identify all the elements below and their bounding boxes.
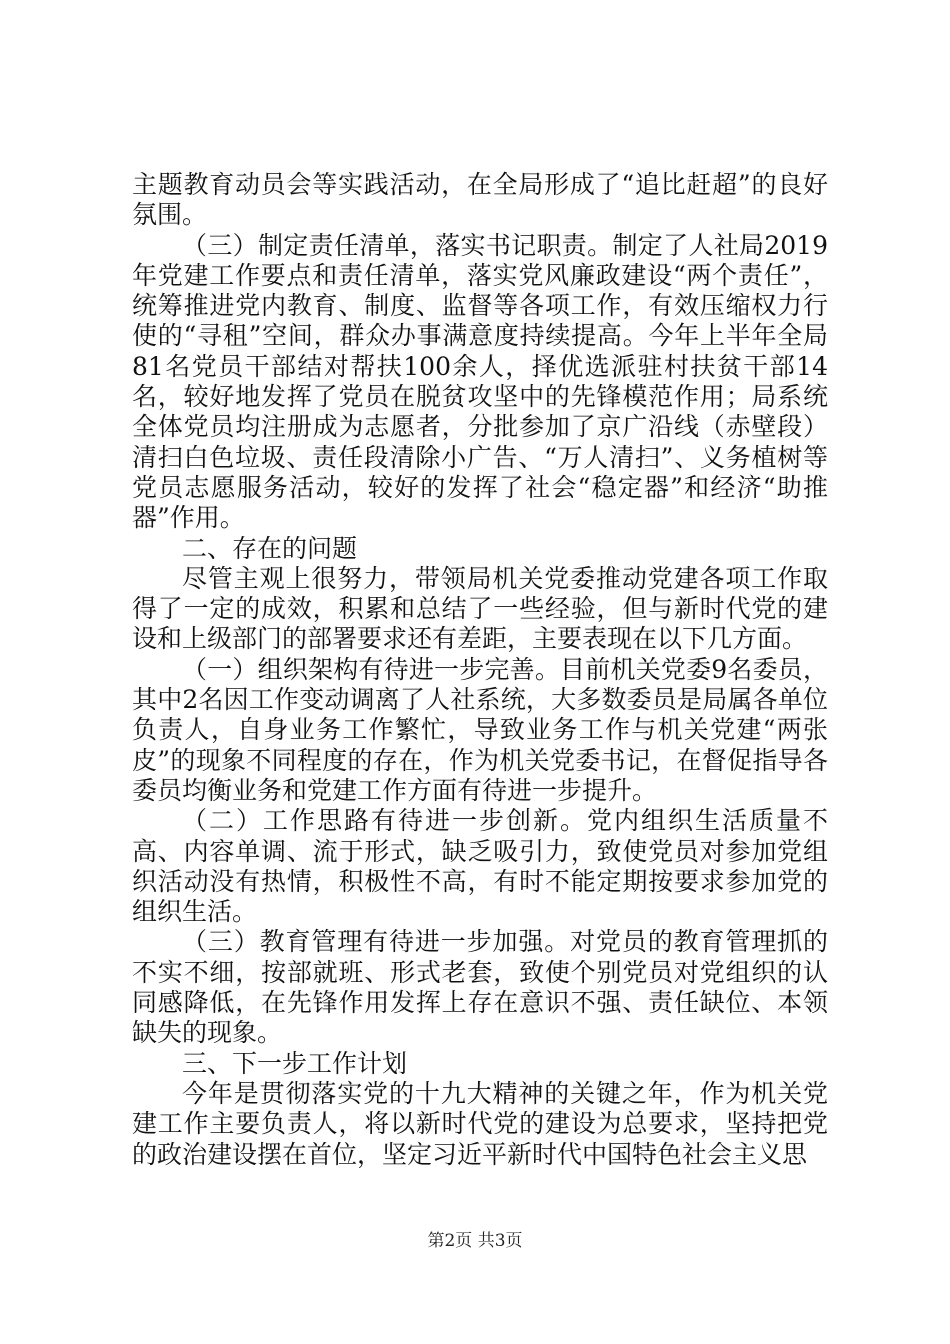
paragraph-problem-3: （三）教育管理有待进一步加强。对党员的教育管理抓的不实不细，按部就班、形式老套，致使个别党员对党组织的认同感降低，在先锋作用发挥上存在意识不强、责任缺位、本领缺失的现象。 — [132, 927, 828, 1048]
paragraph-next-plan: 今年是贯彻落实党的十九大精神的关键之年，作为机关党建工作主要负责人，将以新时代党的建设为总要求，坚持把党的政治建设摆在首位，坚定习近平新时代中国特色社会主义思 — [132, 1078, 828, 1169]
page-footer: 第2页 共3页 — [427, 1231, 523, 1251]
paragraph-problem-2: （二）工作思路有待进一步创新。党内组织生活质量不高、内容单调、流于形式，缺乏吸引力，致使党员对参加党组织活动没有热情，积极性不高，有时不能定期按要求参加党的组织生活。 — [132, 806, 828, 927]
paragraph-problem-1: （一）组织架构有待进一步完善。目前机关党委9名委员，其中2名因工作变动调离了人社系统，大多数委员是局属各单位负责人，自身业务工作繁忙，导致业务工作与机关党建“两张皮”的现象不同程度的存在，作为机关党委书记，在督促指导各委员均衡业务和党建工作方面有待进一步提升。 — [132, 654, 828, 805]
section-heading-next-plan: 三、下一步工作计划 — [182, 1048, 408, 1078]
section-heading-problems: 二、存在的问题 — [182, 533, 358, 563]
paragraph-responsibility-list: （三）制定责任清单，落实书记职责。制定了人社局2019年党建工作要点和责任清单，落实党风廉政建设“两个责任”，统筹推进党内教育、制度、监督等各项工作，有效压缩权力行使的“寻租”空间，群众办事满意度持续提高。今年上半年全局81名党员干部结对帮扶100余人，择优选派驻村扶贫干部14名，较好地发挥了党员在脱贫攻坚中的先锋模范作用；局系统全体党员均注册成为志愿者，分批参加了京广沿线（赤壁段）清扫白色垃圾、责任段清除小广告、“万人清扫”、义务植树等党员志愿服务活动，较好的发挥了社会“稳定器”和经济“助推器”作用。 — [132, 230, 828, 533]
paragraph-continuation: 主题教育动员会等实践活动，在全局形成了“追比赶超”的良好氛围。 — [132, 170, 828, 230]
document-body — [132, 170, 828, 1170]
paragraph-problems-intro: 尽管主观上很努力，带领局机关党委推动党建各项工作取得了一定的成效，积累和总结了一些经验，但与新时代党的建设和上级部门的部署要求还有差距，主要表现在以下几方面。 — [132, 563, 828, 654]
